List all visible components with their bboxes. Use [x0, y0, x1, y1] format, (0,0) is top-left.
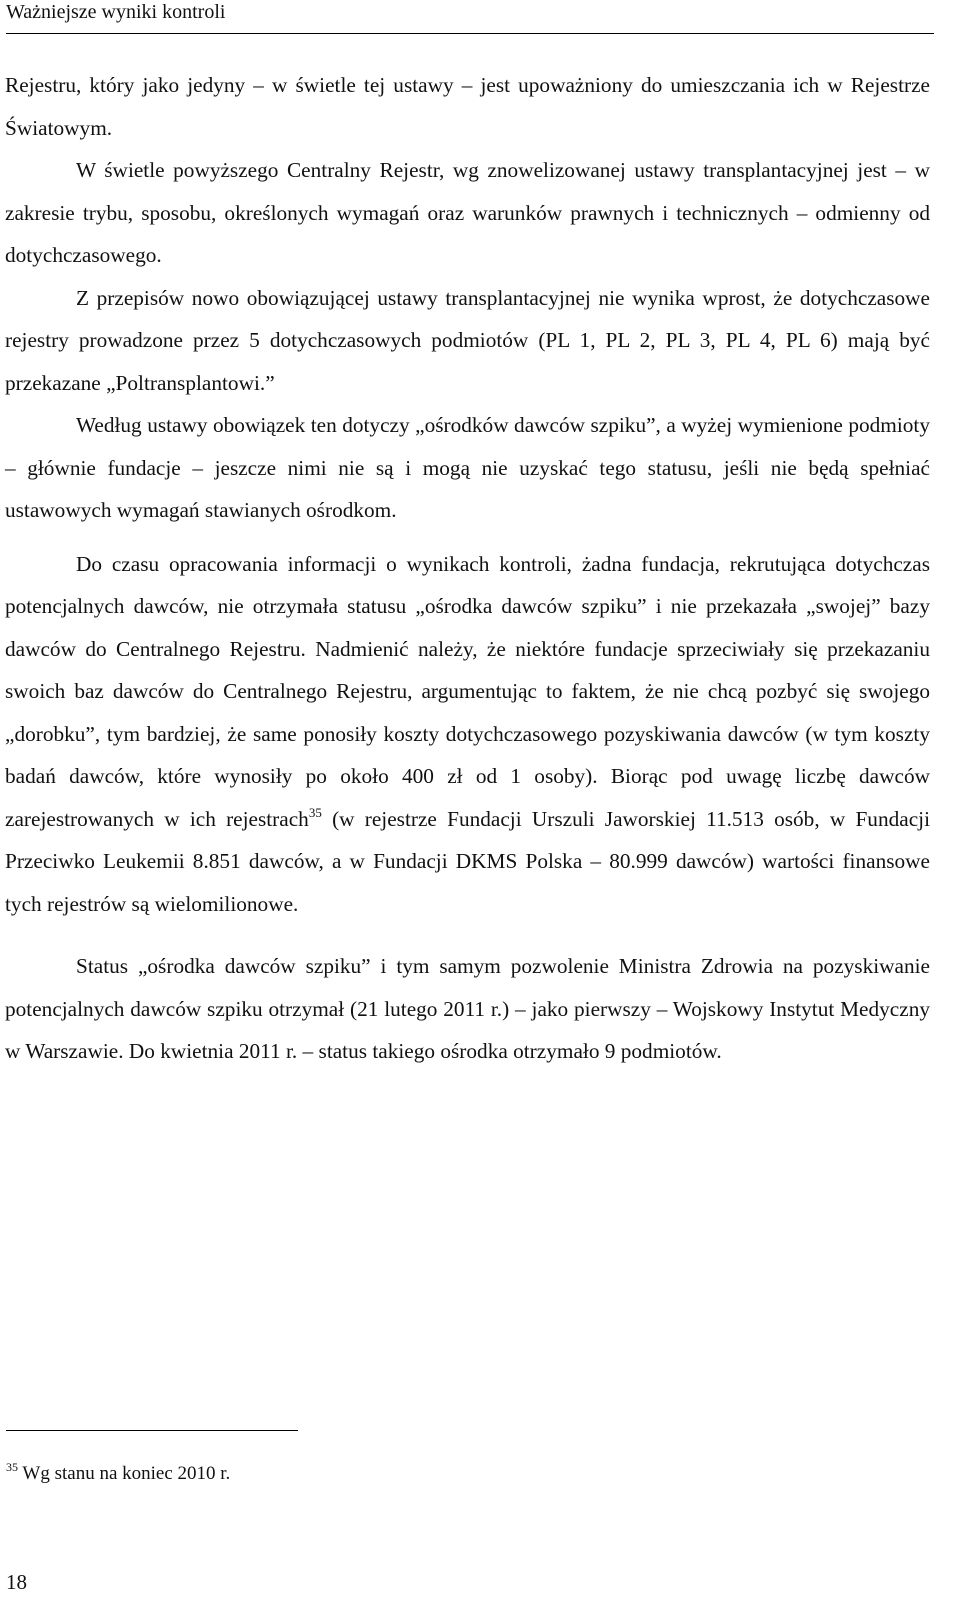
- footnote-separator: [6, 1430, 298, 1431]
- paragraph-regulations: Z przepisów nowo obowiązującej ustawy transplantacyjnej nie wynika wprost, że dotychczasowe rejestry prowadzone przez 5 dotychczasowych podmiotów (PL 1, PL 2, PL 3, PL 4, PL 6) mają być przekazane „Poltransplantowi.”: [5, 285, 930, 395]
- footnote: [6, 1460, 230, 1488]
- footnote-number: 35: [6, 1460, 18, 1474]
- paragraph-continuation: Rejestru, który jako jedyny – w świetle tej ustawy – jest upoważniony do umieszczania ich w Rejestrze Światowym.: [5, 73, 930, 140]
- page-number: 18: [6, 1570, 27, 1594]
- footnote-reference: 35: [308, 804, 322, 820]
- paragraph-foundations-text-a: Do czasu opracowania informacji o wynikach kontroli, żadna fundacja, rekrutująca dotychczas potencjalnych dawców, nie otrzymała statusu „ośrodka dawców szpiku” i nie przekazała „swojej” bazy dawców do Centralnego Rejestru. Nadmienić należy, że niektóre fundacje sprzeciwiały się przekazaniu swoich baz dawców do Centralnego Rejestru, argumentując to faktem, że nie chcą pozbyć się swojego „dorobku”, tym bardziej, że same ponosiły koszty dotychczasowego pozyskiwania dawców (w tym koszty badań dawców, które wynosiły po około 400 zł od 1 osoby). Biorąc pod uwagę liczbę dawców zarejestrowanych w ich rejestrach: [5, 551, 930, 831]
- running-header: [6, 0, 934, 34]
- paragraph-foundations: [5, 543, 930, 926]
- paragraph-central-registry: W świetle powyższego Centralny Rejestr, wg znowelizowanej ustawy transplantacyjnej jest – w zakresie trybu, sposobu, określonych wymagań oraz warunków prawnych i technicznych – odmienny od dotychczasowego.: [5, 158, 930, 267]
- paragraph-foundations-text-b: (w rejestrze Fundacji Urszuli Jaworskiej 11.513 osób, w Fundacji Przeciwko Leukemii 8.851 dawców, a w Fundacji DKMS Polska – 80.999 dawców) wartości finansowe tych rejestrów są wielomilionowe.: [5, 806, 930, 916]
- running-header-title: Ważniejsze wyniki kontroli: [6, 1, 226, 23]
- footnote-text: Wg stanu na koniec 2010 r.: [18, 1463, 231, 1484]
- document-body: [5, 64, 930, 1073]
- paragraph-obligation: Według ustawy obowiązek ten dotyczy „ośrodków dawców szpiku”, a wyżej wymienione podmioty – głównie fundacje – jeszcze nimi nie są i mogą nie uzyskać tego statusu, jeśli nie będą spełniać ustawowych wymagań stawianych ośrodkom.: [5, 413, 930, 522]
- paragraph-status: Status „ośrodka dawców szpiku” i tym samym pozwolenie Ministra Zdrowia na pozyskiwanie potencjalnych dawców szpiku otrzymał (21 lutego 2011 r.) – jako pierwszy – Wojskowy Instytut Medyczny w Warszawie. Do kwietnia 2011 r. – status takiego ośrodka otrzymało 9 podmiotów.: [5, 954, 930, 1063]
